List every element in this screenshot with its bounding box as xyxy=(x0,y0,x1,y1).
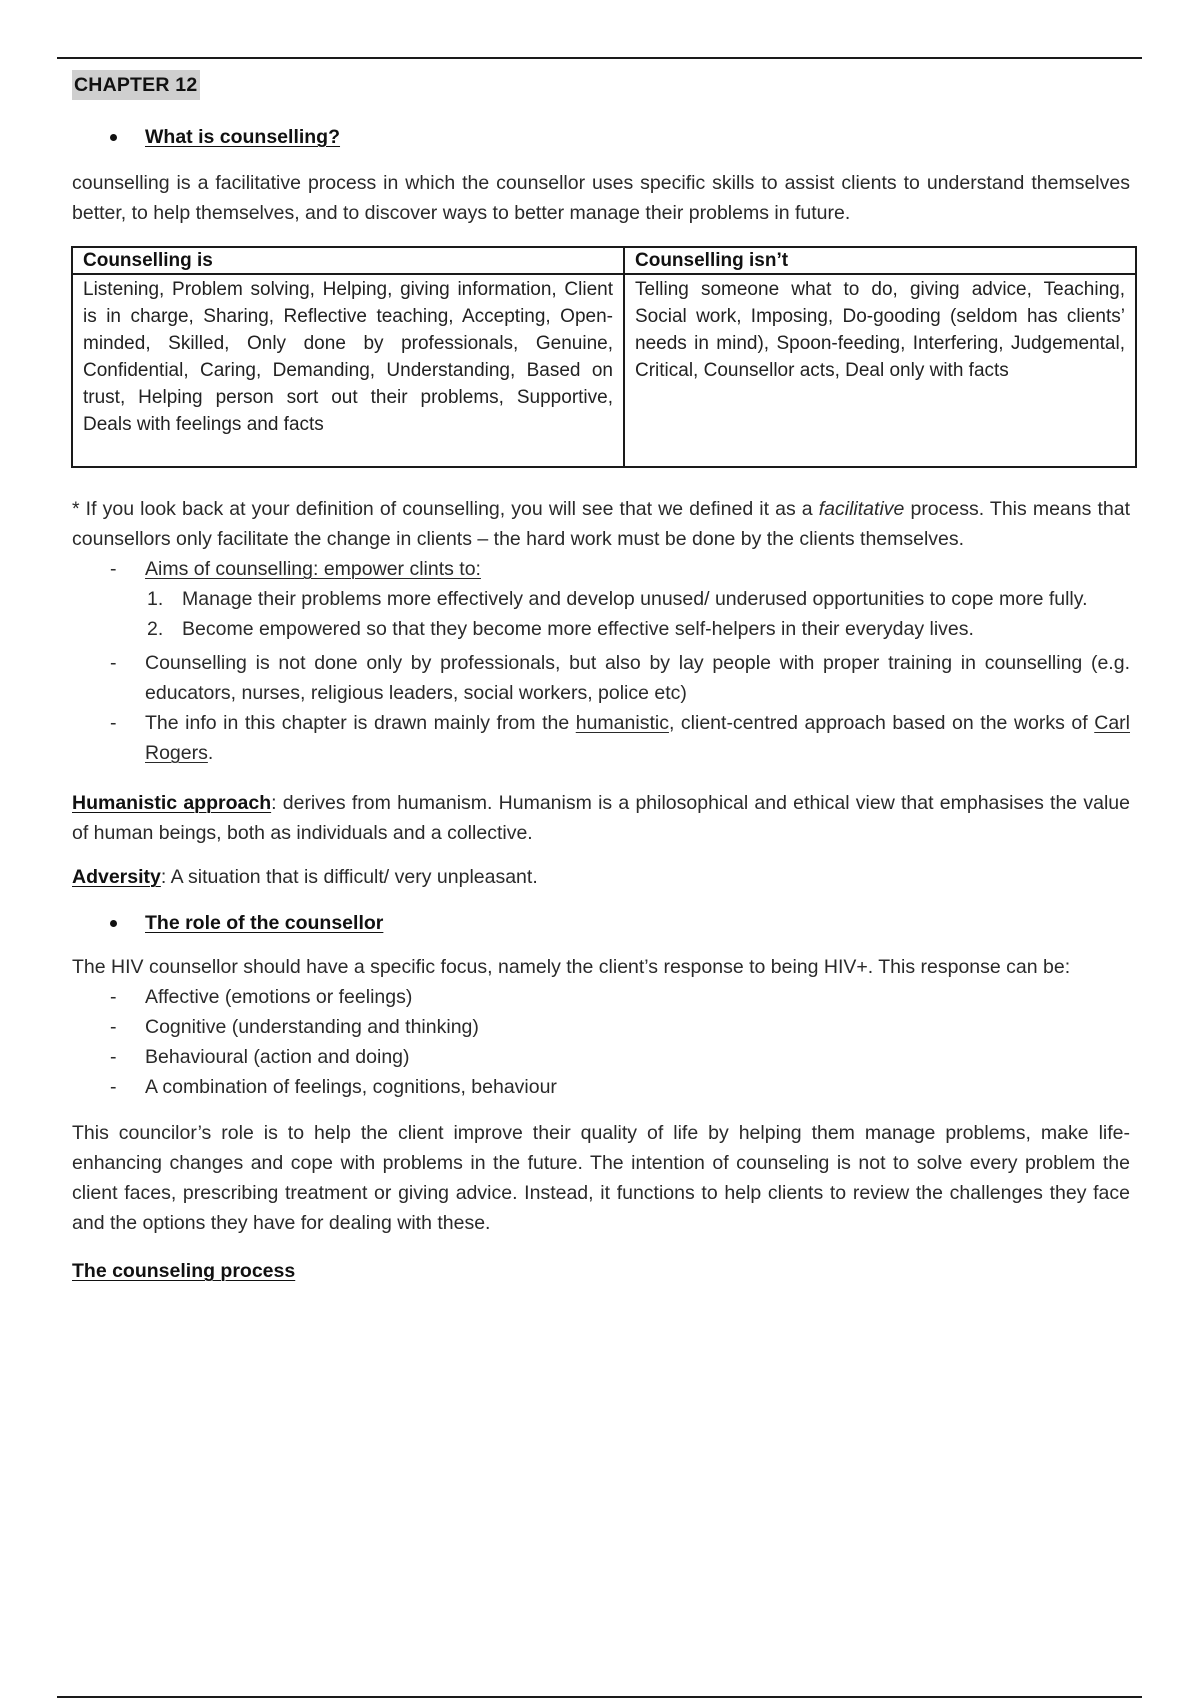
adversity-term: Adversity xyxy=(72,866,161,888)
dash-icon: - xyxy=(110,1046,117,1068)
hiv-counsellor-intro: The HIV counsellor should have a specific focus, namely the client’s response to being HIV+. This response can be: xyxy=(72,956,1071,978)
aim-item-2 xyxy=(72,614,1130,644)
aims-heading: Aims of counselling: empower clints to: xyxy=(145,558,481,580)
table-row xyxy=(72,274,1136,467)
responses-list xyxy=(72,982,1130,1102)
bullet-icon xyxy=(110,134,117,141)
section-heading-text: The role of the counsellor xyxy=(145,912,384,934)
table-header-is: Counselling is xyxy=(72,247,624,274)
bottom-rule xyxy=(57,1696,1142,1698)
chapter-title: CHAPTER 12 xyxy=(72,70,200,100)
aims-numbered-list xyxy=(72,584,1130,644)
counseling-process-heading-text: The counseling process xyxy=(72,1260,296,1282)
note-text: * If you look back at your definition of counselling, you will see that we defined it as a xyxy=(72,498,819,520)
dash-icon: - xyxy=(110,652,117,674)
aim-number: 1. xyxy=(147,588,164,610)
section-heading-what-is-counselling xyxy=(72,122,1130,152)
response-text: Affective (emotions or feelings) xyxy=(145,986,413,1008)
dash-icon: - xyxy=(110,986,117,1008)
adversity-definition xyxy=(72,862,1130,892)
table-cell-isnt: Telling someone what to do, giving advice, Teaching, Social work, Imposing, Do-gooding (seldom has clients’ needs in mind), Spoon-feeding, Interfering, Judgemental, Critical, Counsellor acts, Deal only with facts xyxy=(624,274,1136,467)
counseling-process-heading xyxy=(72,1256,1130,1286)
aim-text: Become empowered so that they become more effective self-helpers in their everyday lives. xyxy=(182,618,974,640)
dash-icon: - xyxy=(110,1076,117,1098)
response-text: Cognitive (understanding and thinking) xyxy=(145,1016,479,1038)
dash-icon: - xyxy=(110,1016,117,1038)
note-text-end: process. This means that counsellors only facilitate the change in clients – the hard work must be done by the clients themselves. xyxy=(72,498,1130,550)
info-text: The info in this chapter is drawn mainly from the xyxy=(145,712,576,734)
info-text-end: . xyxy=(207,742,214,764)
list-item xyxy=(72,1042,1130,1072)
facilitative-note xyxy=(72,494,1130,554)
info-text-middle: , client-centred approach based on the works of xyxy=(668,712,1095,734)
list-item xyxy=(72,982,1130,1012)
adversity-text: : A situation that is difficult/ very unpleasant. xyxy=(160,866,538,888)
response-text: Behavioural (action and doing) xyxy=(145,1046,410,1068)
table-header-isnt: Counselling isn’t xyxy=(624,247,1136,274)
response-text: A combination of feelings, cognitions, behaviour xyxy=(145,1076,557,1098)
aim-text: Manage their problems more effectively and develop unused/ underused opportunities to cope more fully. xyxy=(182,588,1088,610)
document-page xyxy=(72,66,1130,1286)
bullet-icon xyxy=(110,920,117,927)
dash-icon: - xyxy=(110,558,117,580)
list-item-lay-people xyxy=(72,648,1130,708)
humanistic-approach-text: : derives from humanism. Humanism is a philosophical and ethical view that emphasises the value of human beings, both as individuals and a collective. xyxy=(72,792,1130,844)
section-heading-role-of-counsellor xyxy=(72,908,1130,938)
aim-item-1 xyxy=(72,584,1130,614)
list-item-aims xyxy=(72,554,1130,644)
humanistic-approach-term: Humanistic approach xyxy=(72,792,272,814)
humanistic-approach-definition xyxy=(72,788,1130,848)
comparison-table xyxy=(71,246,1137,468)
note-italic-term: facilitative xyxy=(818,498,905,520)
top-rule xyxy=(57,57,1142,59)
aims-list xyxy=(72,554,1130,768)
table-header-row xyxy=(72,247,1136,274)
aim-number: 2. xyxy=(147,618,164,640)
counsellor-role-paragraph: This councilor’s role is to help the client improve their quality of life by helping them manage problems, make life-enhancing changes and cope with problems in the future. The intention of counseling is not to solve every problem the client faces, prescribing treatment or giving advice. Instead, it functions to help clients to review the challenges they face and the options they have for dealing with these. xyxy=(72,1122,1130,1234)
list-item-humanistic-info xyxy=(72,708,1130,768)
humanistic-term: humanistic xyxy=(575,712,669,734)
section-heading-text: What is counselling? xyxy=(145,126,341,148)
carl-rogers-term: Carl Rogers xyxy=(145,712,1130,764)
list-item xyxy=(72,1012,1130,1042)
dash-icon: - xyxy=(110,712,117,734)
lay-people-text: Counselling is not done only by professionals, but also by lay people with proper training in counselling (e.g. educators, nurses, religious leaders, social workers, police etc) xyxy=(145,652,1130,704)
table-cell-is: Listening, Problem solving, Helping, giving information, Client is in charge, Sharing, Reflective teaching, Accepting, Open-minded, Skilled, Only done by professionals, Genuine, Confidential, Caring, Demanding, Understanding, Based on trust, Helping person sort out their problems, Supportive, Deals with feelings and facts xyxy=(72,274,624,467)
counselling-definition: counselling is a facilitative process in which the counsellor uses specific skills to assist clients to understand themselves better, to help themselves, and to discover ways to better manage their problems in future. xyxy=(72,172,1130,224)
list-item xyxy=(72,1072,1130,1102)
